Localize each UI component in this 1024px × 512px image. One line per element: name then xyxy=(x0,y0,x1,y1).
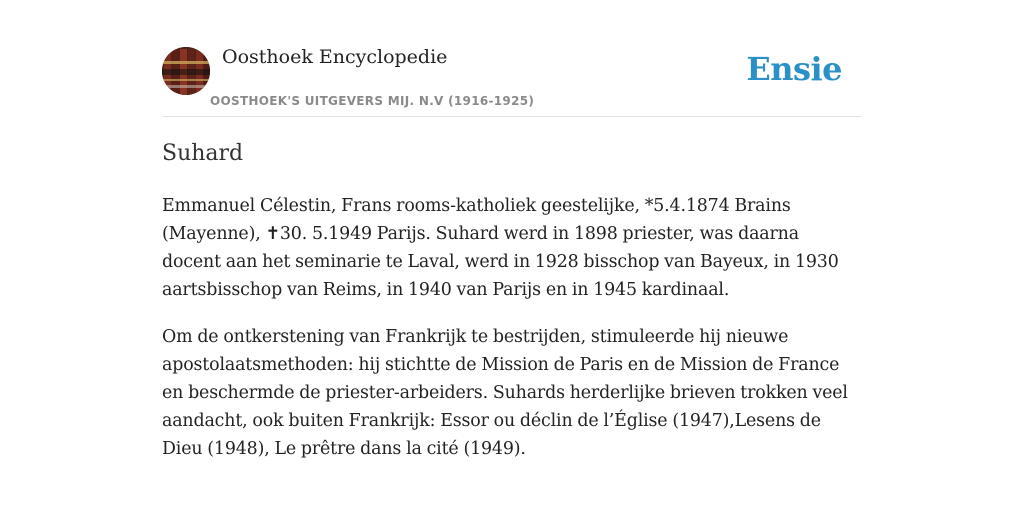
header xyxy=(162,0,862,117)
source-title[interactable]: Oosthoek Encyclopedie xyxy=(222,46,448,68)
article-page xyxy=(162,0,862,459)
entry-title: Suhard xyxy=(162,141,244,166)
encyclopedia-books-icon[interactable] xyxy=(162,47,210,95)
publisher-label: OOSTHOEK'S UITGEVERS MIJ. N.V (1916-1925) xyxy=(210,94,535,108)
entry-paragraph-2: Om de ontkerstening van Frankrijk te bestrijden, stimuleerde hij nieuwe apostolaatsmethoden: hij stichtte de Mission de Paris en de Mission de France en beschermde de priester-arbeiders. Suhards herderlijke brieven trokken veel aandacht, ook buiten Frankrijk: Essor ou déclin de l’Église (1947),Lesens de Dieu (1948), Le prêtre dans la cité (1949). xyxy=(162,327,848,459)
entry-paragraph-1: Emmanuel Célestin, Frans rooms-katholiek geestelijke, *5.4.1874 Brains (Mayenne), ✝30. 5.1949 Parijs. Suhard werd in 1898 priester, was daarna docent aan het seminarie te Laval, werd in 1928 bisschop van Bayeux, in 1930 aartsbisschop van Reims, in 1940 van Parijs en in 1945 kardinaal. xyxy=(162,196,839,300)
brand-logo[interactable]: Ensie xyxy=(746,50,842,88)
